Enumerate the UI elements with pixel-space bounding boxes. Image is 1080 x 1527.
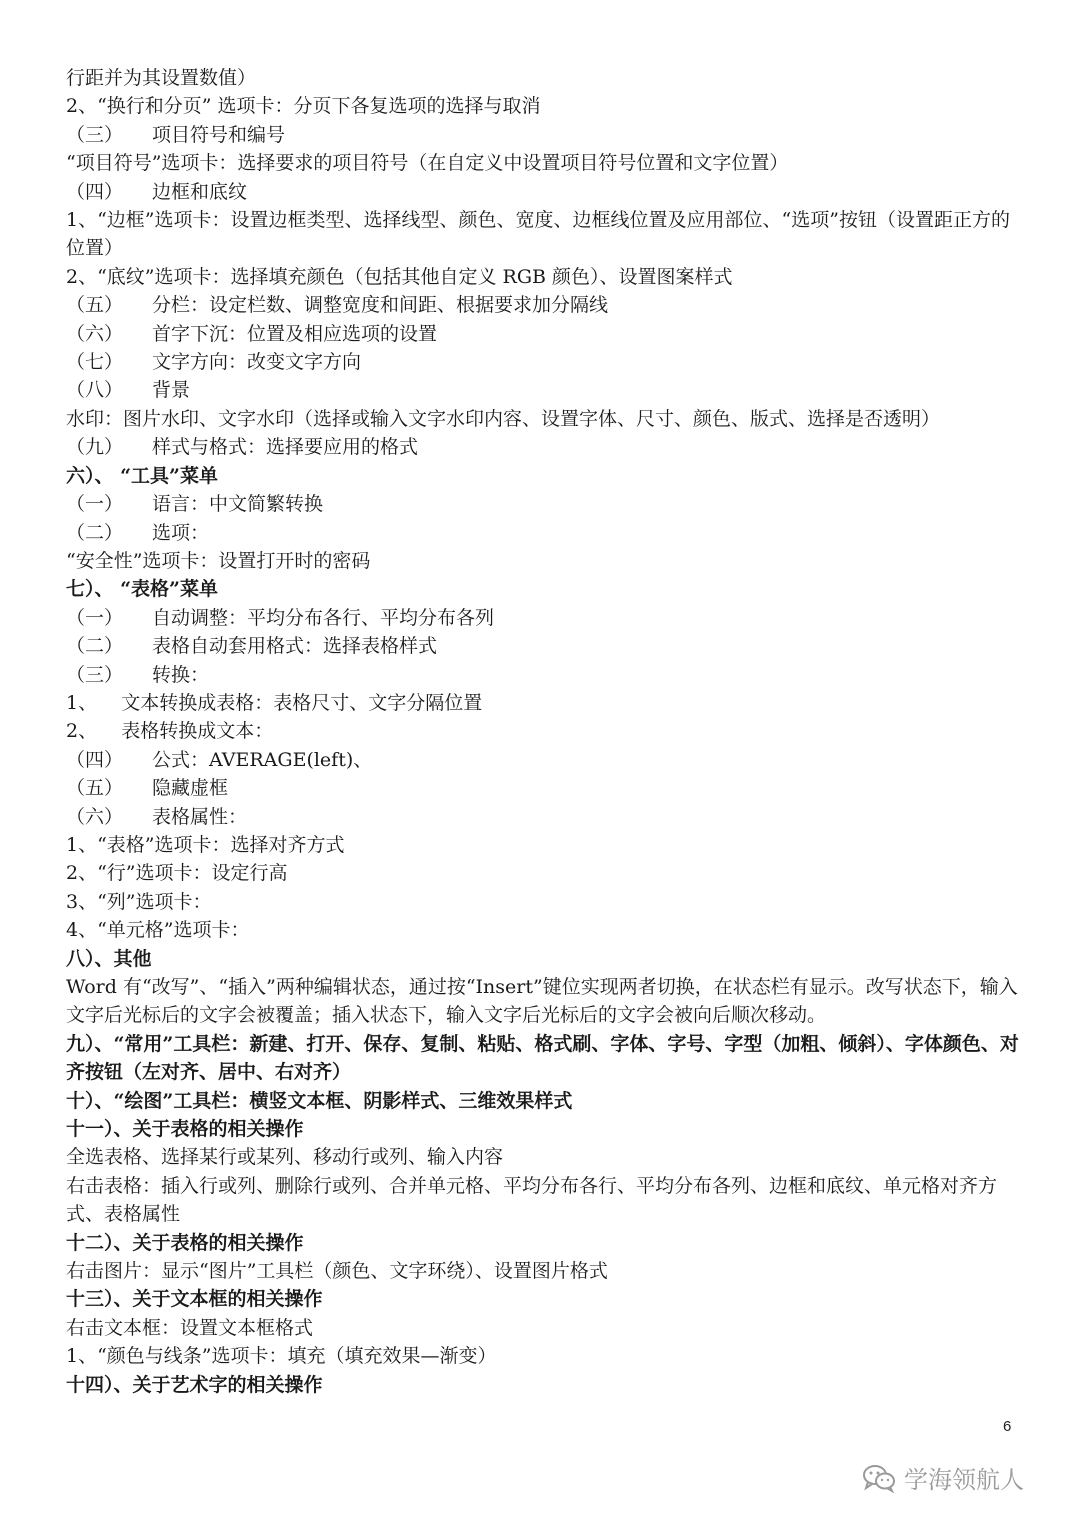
item-number: （五） <box>66 777 124 800</box>
line-text: 1、“边框”选项卡：设置边框类型、选择线型、颜色、宽度、边框线位置及应用部位、“选项”按钮（设置距正方的位置） <box>66 209 1010 260</box>
text-line <box>66 348 1026 376</box>
text-line <box>66 519 1026 547</box>
line-text: 十四）、关于艺术字的相关操作 <box>66 1373 323 1396</box>
watermark-text: 学海领航人 <box>904 1466 1024 1494</box>
line-text: 3、“列”选项卡： <box>66 890 212 913</box>
text-line <box>66 405 1026 433</box>
item-number: （六） <box>66 322 124 345</box>
item-number: （七） <box>66 351 124 374</box>
text-line <box>66 121 1026 149</box>
item-number: （三） <box>66 123 124 146</box>
text-line <box>66 320 1026 348</box>
text-line <box>66 178 1026 206</box>
text-line <box>66 973 1026 1030</box>
item-number: （八） <box>66 379 124 402</box>
item-number: （二） <box>66 635 124 658</box>
line-text: “安全性”选项卡：设置打开时的密码 <box>66 549 371 572</box>
watermark <box>862 1460 1024 1495</box>
line-text: 十三）、关于文本框的相关操作 <box>66 1288 323 1311</box>
line-text: 全选表格、选择某行或某列、移动行或列、输入内容 <box>66 1146 504 1169</box>
item-number: （四） <box>66 180 124 203</box>
line-text: 2、“换行和分页” 选项卡：分页下各复选项的选择与取消 <box>66 95 541 118</box>
text-line <box>66 64 1026 92</box>
line-text: 分栏：设定栏数、调整宽度和间距、根据要求加分隔线 <box>152 294 609 317</box>
line-text: 背景 <box>152 379 191 402</box>
line-text: 4、“单元格”选项卡： <box>66 919 250 942</box>
line-text: 十）、“绘图”工具栏：横竖文本框、阴影样式、三维效果样式 <box>66 1089 573 1112</box>
wechat-icon <box>862 1463 896 1493</box>
line-text: 选项： <box>152 521 210 544</box>
line-text: 边框和底纹 <box>152 180 248 203</box>
line-text: Word 有“改写”、“插入”两种编辑状态，通过按“Insert”键位实现两者切换，在状态栏有显示。改写状态下，输入文字后光标后的文字会被覆盖；插入状态下，输入文字后光标后的文字会被向后顺次移动。 <box>66 976 1018 1027</box>
text-line <box>66 632 1026 660</box>
text-line <box>66 206 1026 263</box>
item-number: （五） <box>66 294 124 317</box>
line-text: 样式与格式：选择要应用的格式 <box>152 436 419 459</box>
text-line <box>66 1143 1026 1171</box>
line-text: 水印：图片水印、文字水印（选择或输入文字水印内容、设置字体、尺寸、颜色、版式、选择是否透明） <box>66 407 941 430</box>
line-text: 六）、 “工具”菜单 <box>66 464 218 487</box>
section-heading <box>66 1229 1026 1257</box>
section-heading <box>66 575 1026 603</box>
line-text: 行距并为其设置数值） <box>66 67 257 89</box>
item-number: （三） <box>66 663 124 686</box>
text-line <box>66 859 1026 887</box>
item-number: （四） <box>66 748 124 771</box>
text-line <box>66 92 1026 120</box>
section-heading <box>66 1087 1026 1115</box>
line-text: 七）、 “表格”菜单 <box>66 578 218 601</box>
line-text: “项目符号”选项卡：选择要求的项目符号（在自定义中设置项目符号位置和文字位置） <box>66 152 789 175</box>
item-number: （九） <box>66 436 124 459</box>
line-text: 右击文本框：设置文本框格式 <box>66 1316 314 1339</box>
line-text: 表格自动套用格式：选择表格样式 <box>152 635 438 658</box>
text-line <box>66 689 1026 717</box>
text-line <box>66 1172 1026 1229</box>
text-line <box>66 831 1026 859</box>
line-text: 2、“底纹”选项卡：选择填充颜色（包括其他自定义 RGB 颜色）、设置图案样式 <box>66 265 733 288</box>
text-line <box>66 661 1026 689</box>
line-text: 隐藏虚框 <box>152 777 229 800</box>
item-number: （一） <box>66 493 124 516</box>
text-line <box>66 433 1026 461</box>
line-text: 1、“颜色与线条”选项卡：填充（填充效果—渐变） <box>66 1345 497 1368</box>
text-line <box>66 1342 1026 1370</box>
line-text: 右击图片：显示“图片”工具栏（颜色、文字环绕）、设置图片格式 <box>66 1260 608 1283</box>
text-line <box>66 1314 1026 1342</box>
text-line <box>66 291 1026 319</box>
section-heading <box>66 462 1026 490</box>
line-text: 十一）、关于表格的相关操作 <box>66 1118 304 1141</box>
line-text: 表格属性： <box>152 805 248 828</box>
text-line <box>66 746 1026 774</box>
section-heading <box>66 1285 1026 1313</box>
text-line <box>66 1257 1026 1285</box>
line-text: 公式：AVERAGE(left)、 <box>152 748 373 771</box>
item-number: （二） <box>66 521 124 544</box>
line-text: 自动调整：平均分布各行、平均分布各列 <box>152 606 495 629</box>
line-text: 九）、“常用”工具栏：新建、打开、保存、复制、粘贴、格式刷、字体、字号、字型（加粗、倾斜）、字体颜色、对齐按钮（左对齐、居中、右对齐） <box>66 1032 1019 1084</box>
line-text: 1、“表格”选项卡：选择对齐方式 <box>66 833 345 856</box>
item-number: （一） <box>66 606 124 629</box>
line-text: 八）、其他 <box>66 947 152 970</box>
line-text: 2、“行”选项卡：设定行高 <box>66 862 288 885</box>
line-text: 项目符号和编号 <box>152 123 286 146</box>
text-line <box>66 547 1026 575</box>
line-text: 右击表格：插入行或列、删除行或列、合并单元格、平均分布各行、平均分布各列、边框和底纹、单元格对齐方式、表格属性 <box>66 1174 998 1226</box>
line-text: 语言：中文简繁转换 <box>152 493 324 516</box>
section-heading <box>66 945 1026 973</box>
section-heading <box>66 1030 1026 1087</box>
text-line <box>66 604 1026 632</box>
line-text: 首字下沉：位置及相应选项的设置 <box>152 322 438 345</box>
document-body <box>66 64 1026 1399</box>
text-line <box>66 149 1026 177</box>
line-text: 1、 文本转换成表格：表格尺寸、文字分隔位置 <box>66 691 483 714</box>
line-text: 文字方向：改变文字方向 <box>152 351 362 374</box>
text-line <box>66 376 1026 404</box>
text-line <box>66 717 1026 745</box>
line-text: 十二）、关于表格的相关操作 <box>66 1231 304 1254</box>
page-number: 6 <box>1003 1418 1012 1435</box>
text-line <box>66 774 1026 802</box>
item-number: （六） <box>66 805 124 828</box>
text-line <box>66 490 1026 518</box>
text-line <box>66 888 1026 916</box>
text-line <box>66 803 1026 831</box>
text-line <box>66 263 1026 291</box>
section-heading <box>66 1371 1026 1399</box>
line-text: 转换： <box>152 663 210 686</box>
section-heading <box>66 1115 1026 1143</box>
line-text: 2、 表格转换成文本： <box>66 720 274 743</box>
text-line <box>66 916 1026 944</box>
